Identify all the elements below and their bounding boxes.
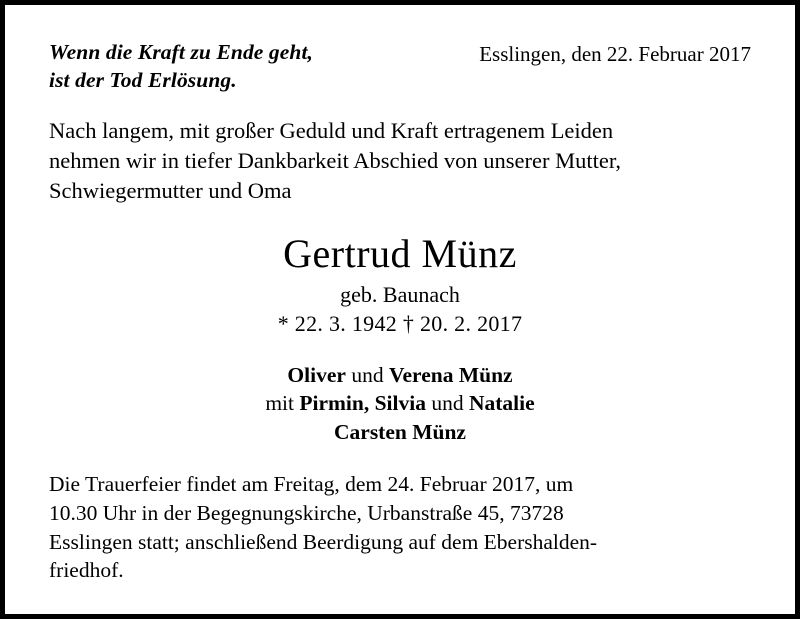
mourner-prefix-mit: mit [265, 391, 300, 416]
maiden-name: geb. Baunach [340, 281, 460, 307]
mourners-block [49, 361, 751, 447]
deceased-block [49, 232, 751, 339]
mourner-line-1 [49, 361, 751, 390]
motto-line-1: Wenn die Kraft zu Ende geht, [49, 40, 314, 64]
funeral-line-3: Esslingen statt; anschließend Beerdigung auf dem Ebershalden- [49, 529, 598, 554]
motto-text [49, 39, 313, 94]
intro-line-2: nehmen wir in tiefer Dankbarkeit Abschied von unserer Mutter, [49, 147, 622, 173]
mourner-names-pirmin-silvia: Pirmin, Silvia [299, 391, 426, 416]
mourner-name-verena: Verena Münz [388, 362, 513, 387]
funeral-line-2: 10.30 Uhr in der Begegnungskirche, Urbanstraße 45, 73728 [49, 501, 564, 526]
intro-text [49, 116, 751, 206]
funeral-details [49, 470, 751, 584]
place-and-date: Esslingen, den 22. Februar 2017 [479, 42, 751, 66]
mourner-line-3: Carsten Münz [334, 419, 466, 444]
mourner-conjunction-1: und [345, 362, 389, 387]
birth-death-dates: * 22. 3. 1942 † 20. 2. 2017 [277, 311, 523, 337]
deceased-name: Gertrud Münz [283, 230, 517, 276]
funeral-line-4: friedhof. [49, 558, 124, 583]
mourner-conjunction-2: und [425, 391, 469, 416]
mourner-name-natalie: Natalie [468, 391, 535, 416]
motto-line-2: ist der Tod Erlösung. [49, 67, 237, 92]
funeral-line-1: Die Trauerfeier findet am Freitag, dem 24. Februar 2017, um [49, 472, 574, 497]
intro-line-3: Schwiegermutter und Oma [49, 177, 292, 203]
notice-header [49, 39, 751, 94]
intro-line-1: Nach langem, mit großer Geduld und Kraft ertragenem Leiden [49, 118, 614, 144]
mourner-line-2 [49, 389, 751, 418]
mourner-name-oliver: Oliver [287, 362, 346, 387]
